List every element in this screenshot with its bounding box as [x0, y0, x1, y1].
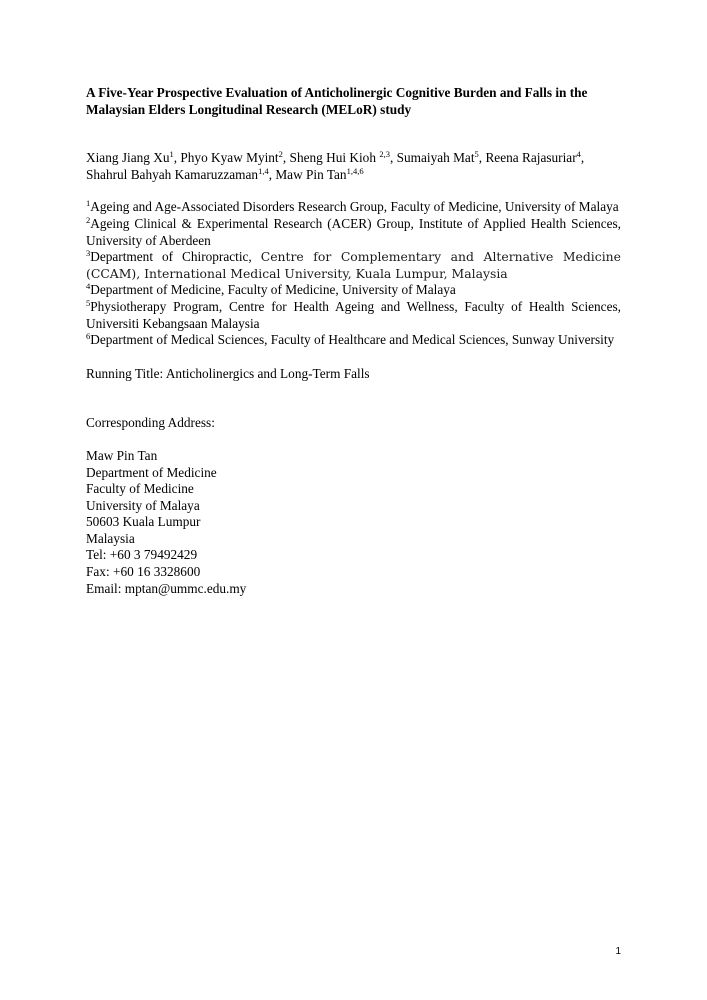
author: [290, 150, 397, 165]
affiliation-item: [86, 249, 621, 282]
affiliation-text: Department of Chiropractic,: [90, 249, 261, 265]
affiliation-number: 5: [86, 297, 91, 308]
affiliation-text: Ageing Clinical & Experimental Research (ACER) Group, Institute of Applied Health Sciences, University of Aberdeen: [86, 215, 621, 248]
author-name: Phyo Kyaw Myint: [180, 150, 279, 166]
affiliation-number: 3: [86, 248, 91, 259]
corresponding-address-label: Corresponding Address:: [86, 415, 215, 431]
author-affiliation-marker: 1,4,6: [346, 165, 364, 176]
author: [180, 150, 289, 165]
author-separator: ,: [173, 150, 181, 166]
author-name: Sumaiyah Mat: [396, 150, 475, 166]
running-title: Running Title: Anticholinergics and Long-Term Falls: [86, 365, 370, 381]
author-affiliation-marker: 1: [169, 149, 174, 160]
page-number: 1: [615, 946, 621, 957]
affiliation-text: Ageing and Age-Associated Disorders Research Group, Faculty of Medicine, University of Malaya: [90, 199, 619, 215]
paper-title: A Five-Year Prospective Evaluation of Anticholinergic Cognitive Burden and Falls in the Malaysian Elders Longitudinal Research (MELoR) study: [86, 85, 588, 117]
corresponding-address: [86, 448, 621, 597]
author: [86, 150, 180, 165]
address-country: Malaysia: [86, 530, 135, 546]
address-faculty: Faculty of Medicine: [86, 481, 194, 497]
address-name: Maw Pin Tan: [86, 447, 158, 463]
author-separator: ,: [580, 150, 585, 166]
affiliation-number: 6: [86, 331, 91, 342]
affiliation-text: Physiotherapy Program, Centre for Health Ageing and Wellness, Faculty of Health Sciences, Universiti Kebangsaan Malaysia: [86, 298, 621, 331]
author-list: [86, 150, 621, 183]
author-separator: ,: [478, 150, 486, 166]
affiliation-item: [86, 282, 621, 299]
address-fax: Fax: +60 16 3328600: [86, 564, 201, 580]
author-name: Maw Pin Tan: [275, 166, 347, 182]
author: [485, 150, 584, 165]
address-department: Department of Medicine: [86, 464, 217, 480]
affiliation-item: [86, 299, 621, 332]
author: [275, 167, 363, 182]
author: [86, 167, 275, 182]
author-name: Reena Rajasuriar: [485, 150, 577, 166]
affiliation-text: Department of Medical Sciences, Faculty of Healthcare and Medical Sciences, Sunway University: [90, 332, 615, 348]
affiliation-number: 4: [86, 281, 91, 292]
author-name: Xiang Jiang Xu: [86, 150, 170, 166]
affiliation-text-alt: Centre for Complementary and Alternative Medicine (CCAM), International Medical University, Kuala Lumpur, Malaysia: [86, 249, 621, 281]
author-name: Sheng Hui Kioh: [289, 150, 380, 166]
address-university: University of Malaya: [86, 497, 200, 513]
affiliation-text: Department of Medicine, Faculty of Medicine, University of Malaya: [90, 282, 456, 298]
author-affiliation-marker: 4: [576, 149, 581, 160]
author-separator: ,: [389, 150, 397, 166]
affiliation-number: 1: [86, 198, 91, 209]
title-page: [86, 85, 621, 597]
affiliation-item: [86, 332, 621, 349]
address-tel: Tel: +60 3 79492429: [86, 547, 198, 563]
affiliation-number: 2: [86, 214, 91, 225]
author-affiliation-marker: 1,4: [258, 165, 269, 176]
author-affiliation-marker: 2,3: [379, 149, 390, 160]
affiliation-list: [86, 199, 621, 348]
author-affiliation-marker: 5: [474, 149, 479, 160]
author-name: Shahrul Bahyah Kamaruzzaman: [86, 166, 259, 182]
author-separator: ,: [268, 166, 276, 182]
author-affiliation-marker: 2: [278, 149, 283, 160]
author: [397, 150, 486, 165]
author-separator: ,: [282, 150, 290, 166]
address-email: Email: mptan@ummc.edu.my: [86, 580, 247, 596]
address-city: 50603 Kuala Lumpur: [86, 514, 201, 530]
affiliation-item: [86, 199, 621, 216]
affiliation-item: [86, 216, 621, 249]
